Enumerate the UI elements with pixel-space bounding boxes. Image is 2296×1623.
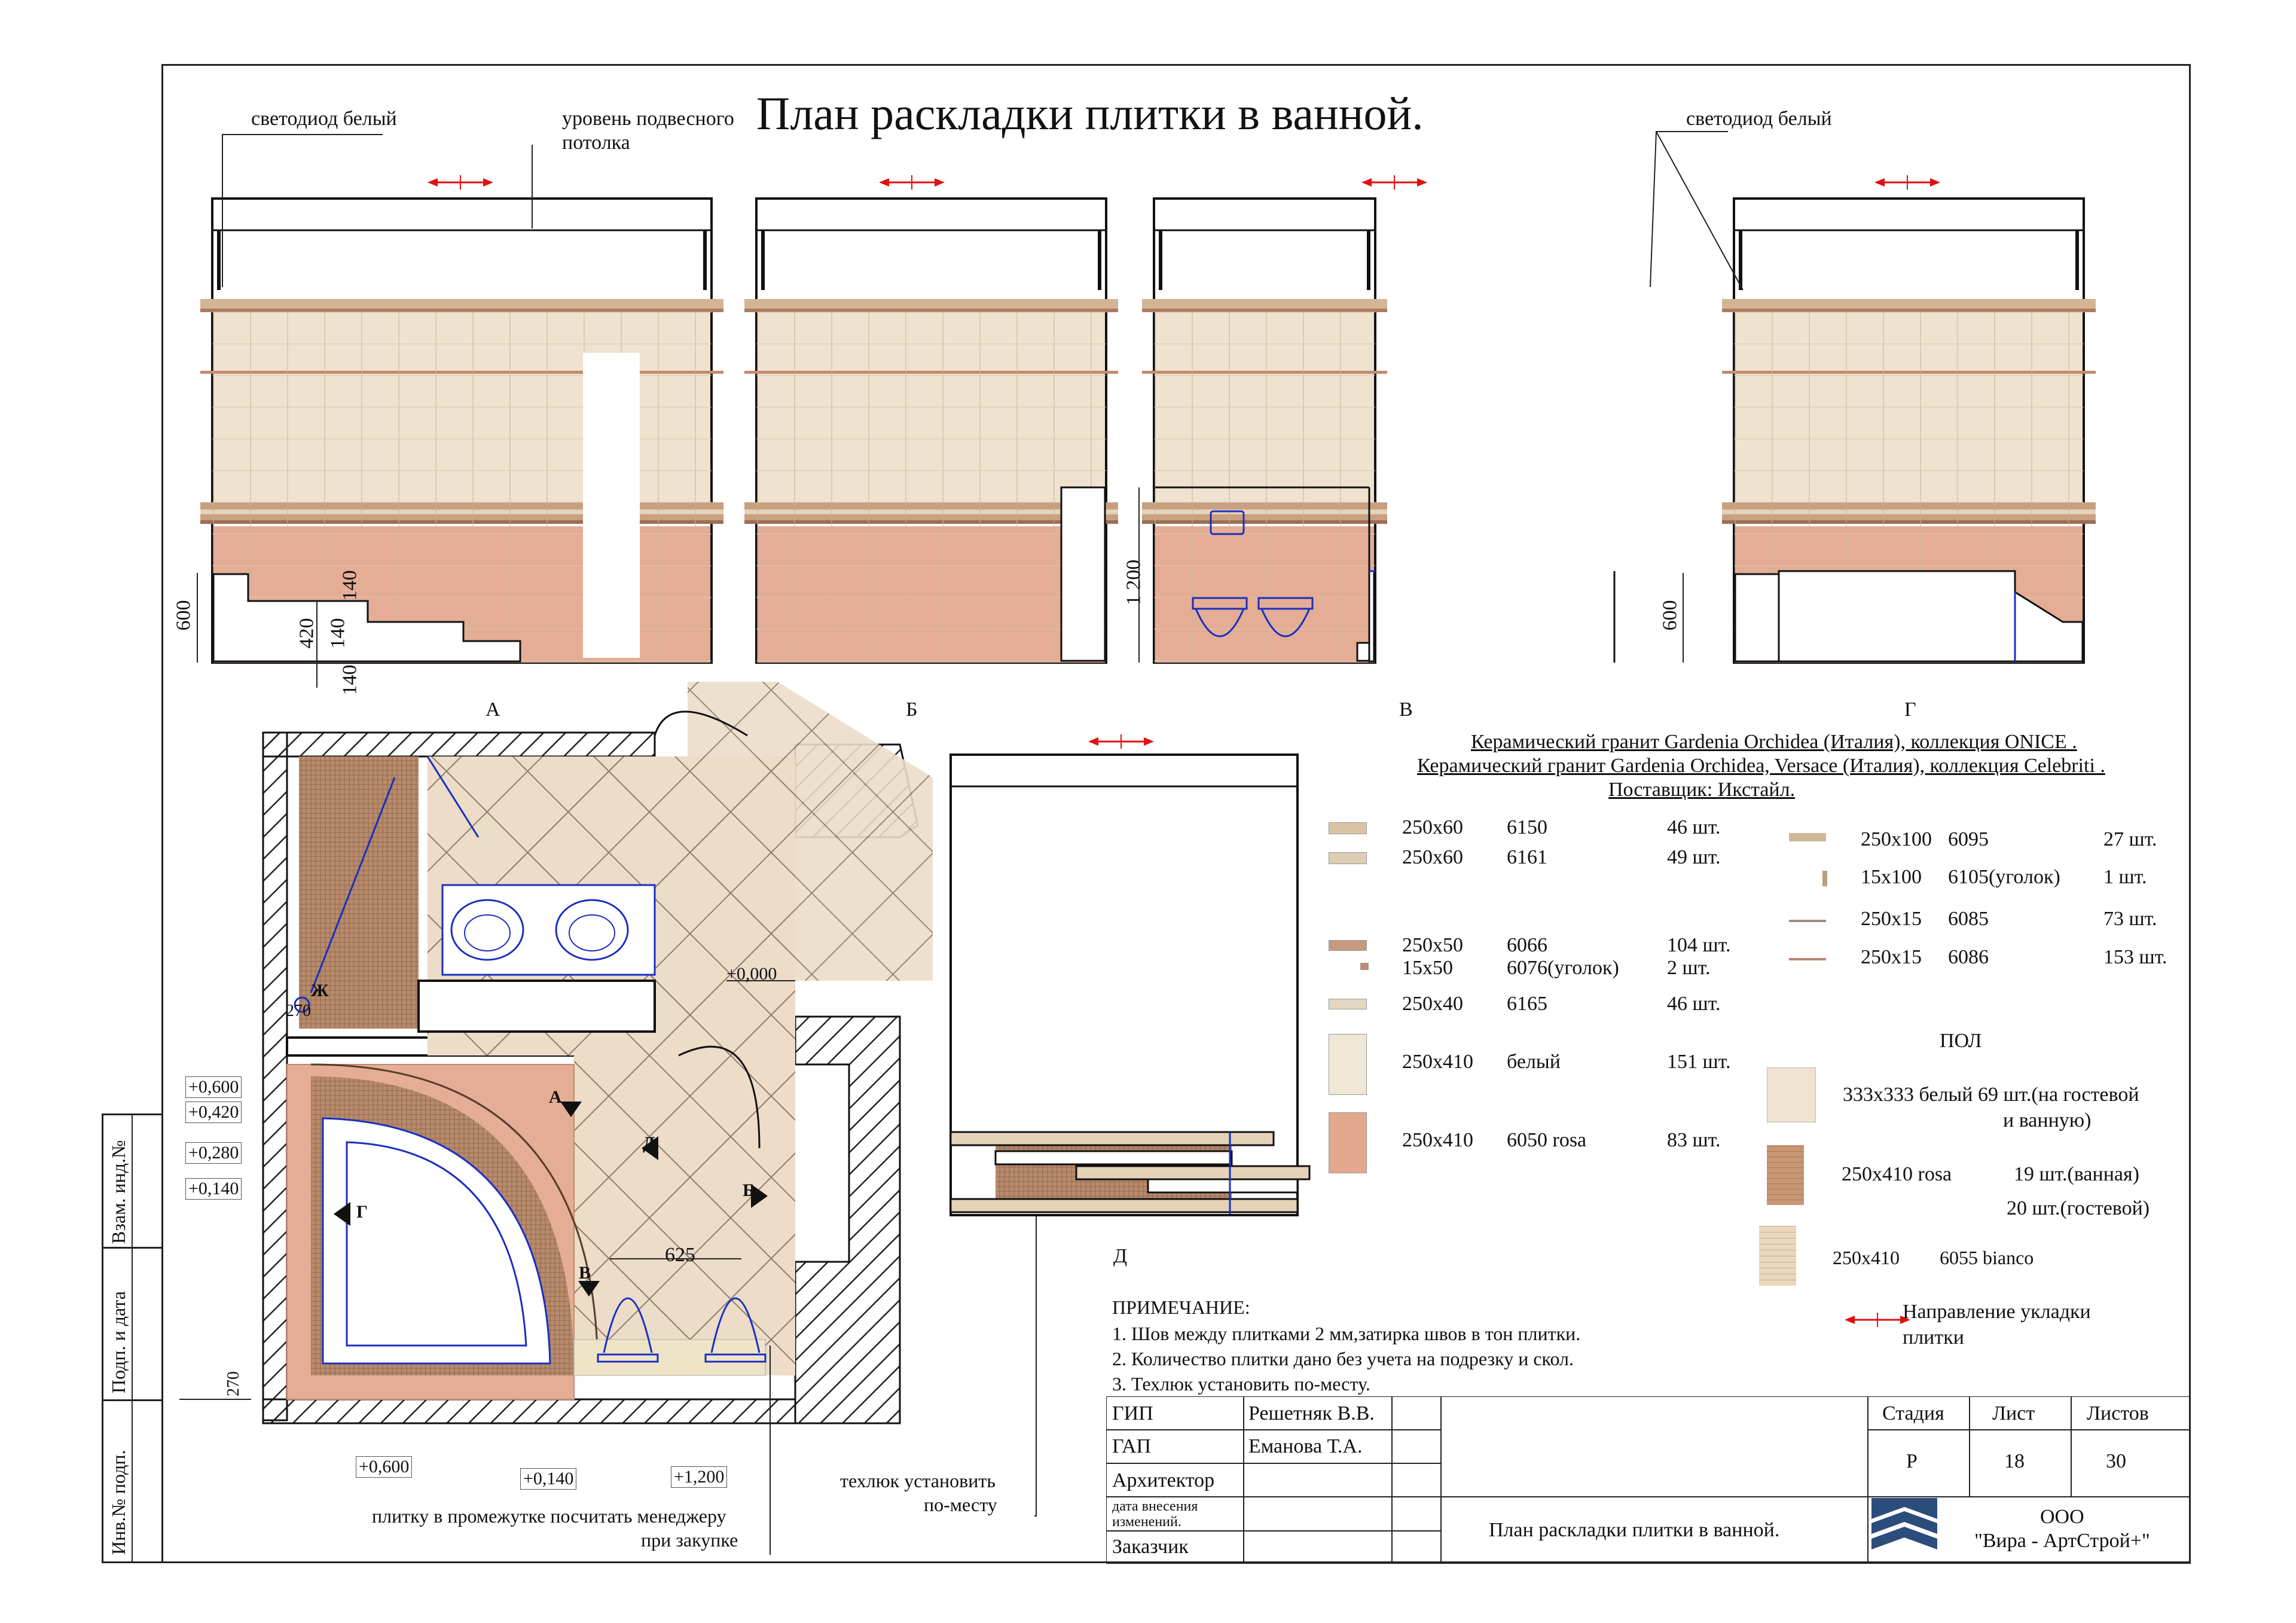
floor-swatch-bianco [1759, 1226, 1796, 1286]
floor-rosa-text-2a: 19 шт.(ванная) [2014, 1163, 2139, 1185]
laying-direction-arrow-head-l [879, 178, 889, 187]
material-swatch [1329, 852, 1367, 864]
material-qty: 83 шт. [1667, 1129, 1721, 1151]
floor-white-text-1: 333x333 белый 69 шт.(на гостевой [1843, 1084, 2139, 1106]
tile-note-1: плитку в промежутке посчитать менеджеру [372, 1505, 726, 1527]
level-bottom-600: +0,600 [356, 1456, 412, 1478]
dim-600-right: 600 [1659, 600, 1681, 631]
material-code: 6095 [1948, 828, 1989, 850]
material-qty: 46 шт. [1667, 993, 1721, 1015]
side-stamp-1: Взам. инд.№ [108, 1140, 129, 1244]
elevation-g-led-r [2075, 230, 2079, 290]
hatch-note-1: техлюк установить [840, 1470, 996, 1491]
plan-mark-v: В [579, 1263, 591, 1283]
note-1: 1. Шов между плитками 2 мм,затирка швов в тон плитки. [1112, 1323, 1581, 1344]
elevation-d-step [951, 1132, 1274, 1145]
elevation-label-b: Б [906, 698, 918, 721]
level-bottom-140: +0,140 [520, 1468, 576, 1490]
elevation-b-niche [1061, 487, 1105, 661]
elevation-a-border-band [200, 502, 723, 510]
company-2: "Вира - АртСтрой+" [1974, 1530, 2150, 1552]
elevation-v-wall-rose [1155, 526, 1374, 663]
elevation-v-border-band [1142, 371, 1387, 374]
material-swatch [1329, 940, 1367, 951]
plan-mark-zh: Ж [311, 981, 329, 1000]
laying-direction-arrow-head-l [428, 178, 438, 187]
laying-direction-arrow-head-l [1874, 178, 1885, 187]
dim-140-a: 140 [338, 570, 361, 601]
material-qty: 151 шт. [1667, 1051, 1731, 1073]
material-code: 6105(уголок) [1948, 866, 2060, 888]
value-sheets: 30 [2106, 1450, 2126, 1472]
material-swatch [1360, 963, 1369, 970]
value-sheet: 18 [2004, 1450, 2025, 1472]
materials-header-3: Поставщик: Икстайл. [1608, 779, 1796, 801]
hatch-note-2: по-месту [924, 1494, 997, 1515]
elevation-d-step [951, 1199, 1297, 1212]
plan-vanity-shelf [419, 981, 655, 1032]
material-code: белый [1507, 1051, 1561, 1073]
elevation-b-wall-light [758, 299, 1105, 502]
direction-label-1: Направление укладки [1903, 1301, 2091, 1323]
elevation-g-border-band [1722, 520, 2096, 524]
material-code: 6076(уголок) [1507, 957, 1619, 979]
elevation-label-d: Д [1113, 1245, 1128, 1267]
value-stage: Р [1906, 1450, 1918, 1472]
floor-swatch-rosa [1767, 1145, 1804, 1205]
level-280: +0,280 [185, 1142, 242, 1164]
material-code: 6161 [1507, 846, 1547, 868]
material-size: 250x15 [1861, 908, 1922, 930]
elevation-g-border-band [1722, 309, 2096, 312]
material-size: 250x50 [1402, 934, 1463, 956]
floor-bianco-text-1: 250x410 [1833, 1247, 1900, 1268]
material-qty: 46 шт. [1667, 816, 1721, 838]
hatch-leader [1034, 1208, 1036, 1516]
note-3: 3. Техлюк установить по-месту. [1112, 1373, 1370, 1395]
material-swatch [1329, 822, 1367, 834]
plan-mark-d: Д [643, 1133, 655, 1153]
material-size: 250x100 [1861, 828, 1932, 850]
elevation-v-border-band [1142, 309, 1387, 312]
elevation-v-led-l [1159, 230, 1162, 290]
elevation-v-border-band [1142, 514, 1387, 520]
material-size: 15x100 [1861, 866, 1922, 888]
dim-270-plan: 270 [286, 1002, 311, 1020]
plan-mark-a: А [549, 1087, 562, 1107]
level-0: +0,000 [726, 964, 777, 984]
led-right-leader-1 [1650, 132, 1728, 287]
note-2: 2. Количество плитки дано без учета на подрезку и скол. [1112, 1348, 1574, 1369]
plan-vanity [442, 885, 655, 975]
material-size: 250x410 [1402, 1051, 1473, 1073]
material-qty: 73 шт. [2103, 908, 2157, 930]
level-bottom-1200: +1,200 [671, 1466, 727, 1488]
material-qty: 1 шт. [2103, 866, 2147, 888]
material-qty: 2 шт. [1667, 957, 1711, 979]
led-right-leader-2 [1656, 132, 1743, 290]
role-architect: Архитектор [1112, 1469, 1215, 1491]
dim-600-left: 600 [172, 600, 195, 631]
role-change-date-2: изменений. [1112, 1514, 1181, 1530]
elevation-g-border-band [1722, 502, 2096, 510]
materials-header-2: Керамический гранит Gardenia Orchidea, Versace (Италия), коллекция Celebriti . [1417, 755, 2105, 777]
elevation-g-border-band [1722, 299, 2096, 309]
material-code: 6150 [1507, 816, 1547, 838]
plan-mark-b: Б [743, 1180, 755, 1200]
material-swatch [1822, 871, 1827, 886]
material-size: 250x60 [1402, 816, 1463, 838]
material-qty: 104 шт. [1667, 934, 1731, 956]
elevation-b-border-band [744, 371, 1118, 374]
direction-label-2: плитки [1903, 1326, 1964, 1349]
plan-mark-g: Г [356, 1202, 368, 1222]
material-size: 250x15 [1861, 946, 1922, 968]
elevation-a-led-r [703, 230, 707, 290]
material-code: 6085 [1948, 908, 1989, 930]
level-140: +0,140 [185, 1178, 242, 1200]
role-change-date-1: дата внесения [1112, 1499, 1198, 1514]
elevation-v-border-band [1142, 510, 1387, 514]
header-stage: Стадия [1882, 1402, 1944, 1424]
elevation-a-border-band [200, 371, 723, 374]
laying-direction-arrow-head-r [1417, 178, 1427, 187]
material-swatch [1789, 920, 1826, 922]
header-sheets: Листов [2087, 1402, 2149, 1424]
company-1: ООО [2040, 1506, 2084, 1528]
role-gap: ГАП [1112, 1435, 1152, 1457]
laying-direction-arrow-head-r [935, 178, 945, 187]
floor-white-text-2: и ванную) [2003, 1109, 2092, 1131]
led-left-label: светодиод белый [251, 108, 397, 130]
material-code: 6086 [1948, 946, 1989, 968]
material-swatch [1329, 1034, 1367, 1095]
elevation-a-border-band [200, 309, 723, 312]
floor-swatch-white [1767, 1067, 1816, 1122]
elevation-d-step [996, 1151, 1232, 1164]
floor-bianco-text-2: 6055 bianco [1940, 1247, 2034, 1268]
laying-direction-arrow-head-r [1930, 178, 1940, 187]
material-size: 15x50 [1402, 957, 1453, 979]
dim-140-c: 140 [338, 664, 361, 695]
material-qty: 153 шт. [2103, 946, 2167, 968]
elevation-g-border-band [1722, 514, 2096, 520]
dim-420: 420 [295, 618, 318, 649]
material-qty: 27 шт. [2103, 828, 2157, 850]
elevation-v-border-band [1142, 299, 1387, 309]
elevation-g-wall-light [1735, 299, 2083, 502]
plan-bath-strip [574, 1340, 765, 1375]
dim-625: 625 [665, 1244, 695, 1266]
plan-wall-top [263, 733, 655, 756]
elevation-g-left-box [1735, 574, 1779, 661]
side-stamp-divider-vert [132, 1113, 133, 1563]
elevation-a-border-band [200, 520, 723, 524]
material-swatch [1789, 958, 1826, 960]
elevation-b-border-band [744, 299, 1118, 309]
plan-wall-bottom [263, 1399, 795, 1423]
elevation-b-border-band [744, 309, 1118, 312]
elevation-v-trap [1357, 643, 1369, 661]
plan-wall-left [263, 733, 287, 1420]
material-code: 6066 [1507, 934, 1547, 956]
material-code: 6050 rosa [1507, 1129, 1587, 1151]
material-swatch [1789, 833, 1826, 841]
dim-140-b: 140 [326, 618, 349, 649]
side-stamp-3: Инв.№ подп. [108, 1450, 129, 1555]
dim-1200: 1 200 [1122, 559, 1145, 606]
elevation-a-led-l [217, 230, 221, 290]
elevation-b-wall-rose [758, 526, 1105, 663]
name-gap: Еманова Т.А. [1248, 1435, 1363, 1457]
led-right-label: светодиод белый [1686, 108, 1832, 130]
plan-wall-right [795, 1017, 900, 1423]
elevation-g-border-band [1722, 510, 2096, 514]
dim-270-bottom: 270 [224, 1371, 243, 1396]
materials-header-1: Керамический гранит Gardenia Orchidea (Италия), коллекция ONICE . [1471, 731, 2077, 753]
material-code: 6165 [1507, 993, 1547, 1015]
elevation-v-wall-light [1155, 299, 1374, 502]
page-title: План раскладки плитки в ванной. [756, 87, 1424, 139]
laying-direction-arrow-head-l [1845, 1316, 1855, 1324]
elevation-g-led-l [1739, 230, 1742, 290]
elevation-label-a: А [486, 698, 500, 721]
elevation-a-border-band [200, 514, 723, 520]
elevation-d-step [1076, 1166, 1309, 1179]
floor-rosa-text-1: 250x410 rosa [1842, 1163, 1952, 1185]
material-size: 250x40 [1402, 993, 1463, 1015]
laying-direction-arrow-head-l [1361, 178, 1372, 187]
name-gip: Решетняк В.В. [1248, 1402, 1375, 1424]
level-420: +0,420 [185, 1102, 242, 1123]
ceiling-label-1: уровень подвесного [562, 108, 734, 130]
elevation-a-border-band [200, 299, 723, 309]
material-swatch [1329, 1112, 1367, 1173]
role-gip: ГИП [1112, 1402, 1153, 1424]
floor-title: ПОЛ [1940, 1030, 1982, 1052]
elevation-a-border-band [200, 510, 723, 514]
elevation-b-led-r [1098, 230, 1101, 290]
laying-direction-arrow-head-r [1144, 737, 1154, 746]
ceiling-label-2: потолка [562, 132, 630, 154]
elevation-a-door-opening [583, 353, 640, 658]
material-size: 250x410 [1402, 1129, 1473, 1151]
elevation-v-led-r [1367, 230, 1370, 290]
elevation-b-led-l [761, 230, 765, 290]
floor-rosa-text-2b: 20 шт.(гостевой) [2007, 1197, 2150, 1219]
header-sheet: Лист [1992, 1402, 2035, 1424]
material-size: 250x60 [1402, 846, 1463, 868]
elevation-g-border-band [1722, 371, 2096, 374]
material-qty: 49 шт. [1667, 846, 1721, 868]
side-stamp-2: Подп. и дата [108, 1291, 129, 1393]
laying-direction-arrow-head-l [1088, 737, 1098, 746]
role-customer: Заказчик [1112, 1536, 1189, 1558]
material-swatch [1329, 999, 1367, 1009]
level-600: +0,600 [185, 1076, 242, 1098]
laying-direction-arrow-head-r [483, 178, 493, 187]
notes-title: ПРИМЕЧАНИЕ: [1112, 1296, 1250, 1318]
elevation-d-step [1148, 1179, 1297, 1192]
elevation-label-g: Г [1904, 698, 1916, 721]
tile-note-2: при закупке [641, 1529, 738, 1551]
elevation-v-border-band [1142, 520, 1387, 524]
drawing-title: План раскладки плитки в ванной. [1489, 1519, 1780, 1541]
elevation-v-border-band [1142, 502, 1387, 510]
elevation-label-v: В [1399, 698, 1413, 721]
